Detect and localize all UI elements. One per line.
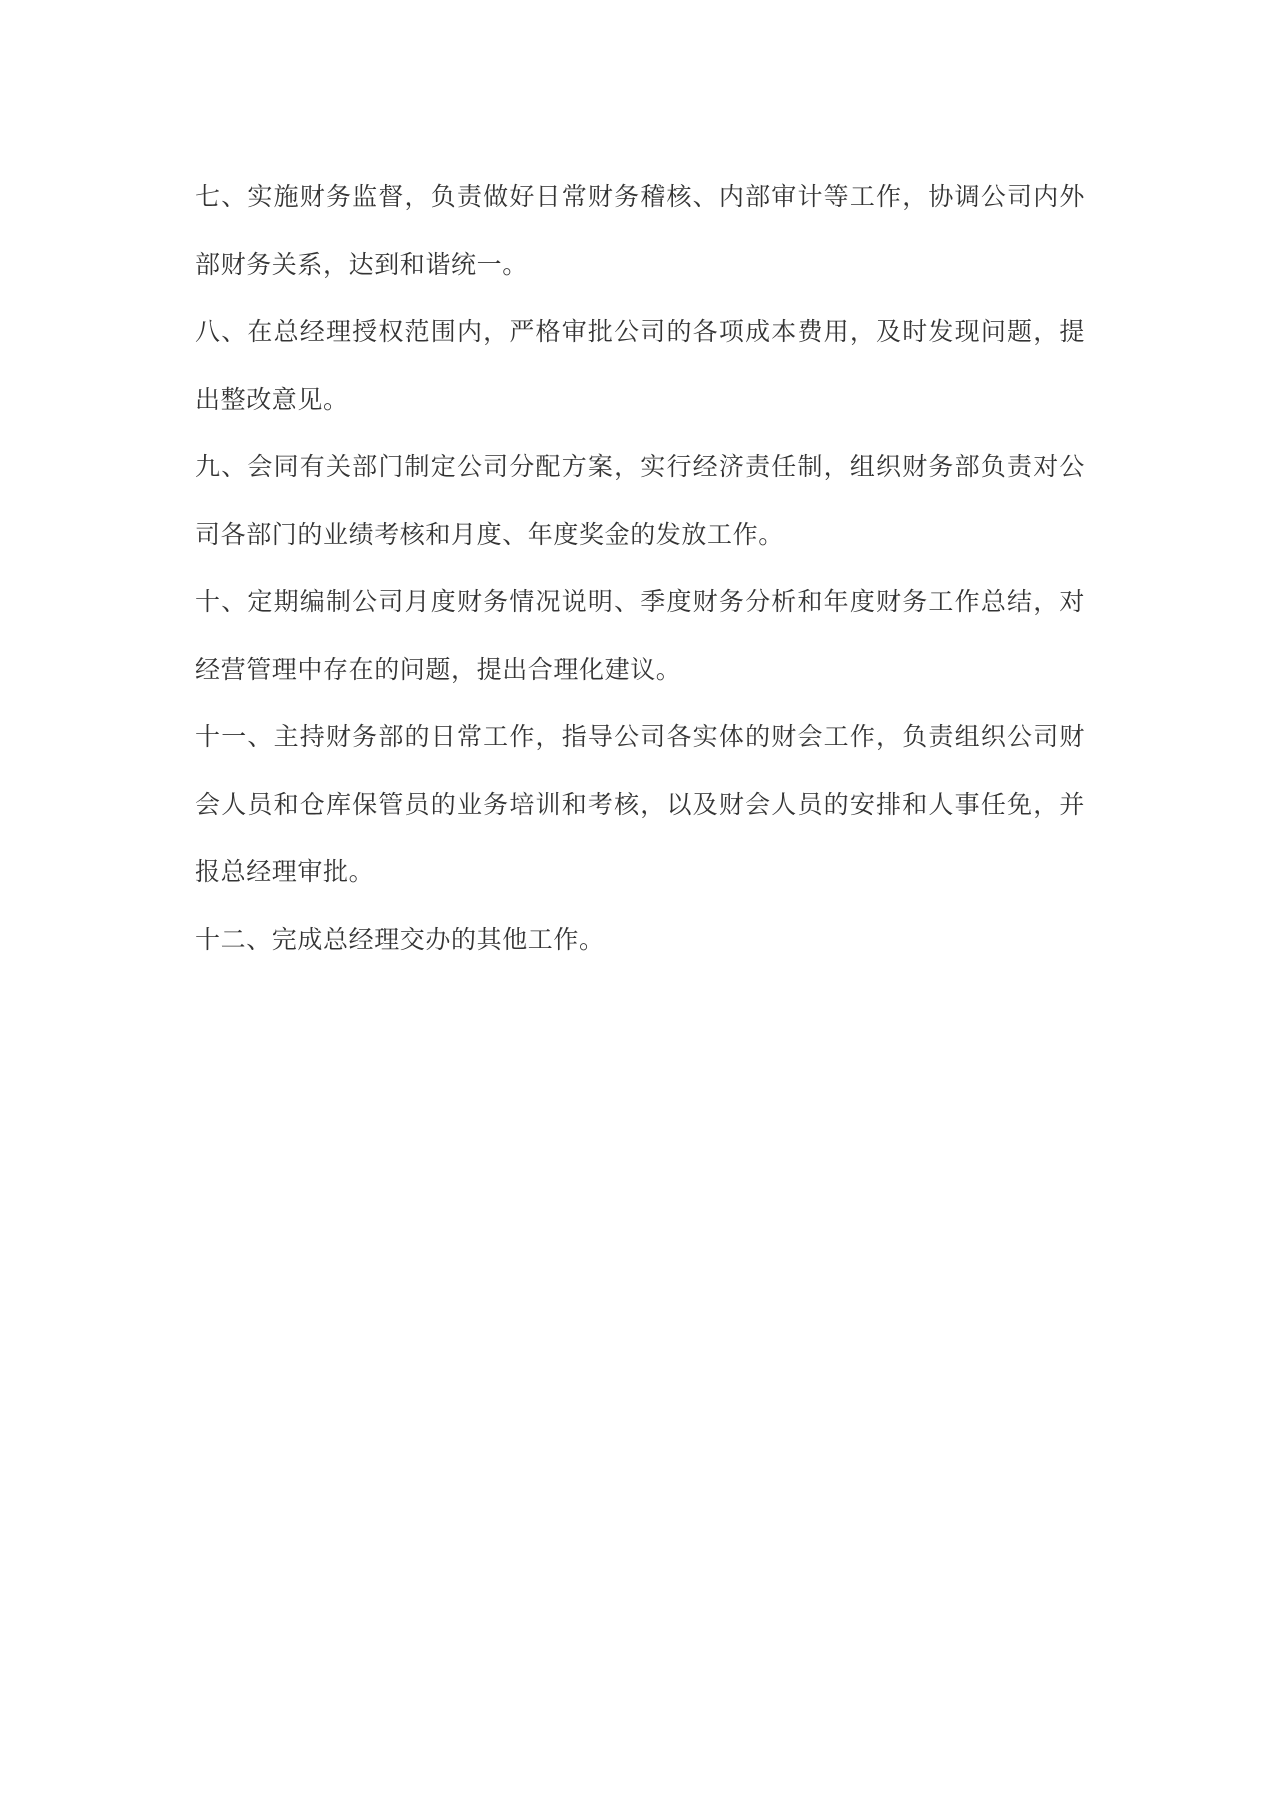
document-body [195,163,1085,973]
paragraph-7: 七、实施财务监督，负责做好日常财务稽核、内部审计等工作，协调公司内外部财务关系，达到和谐统一。 [195,182,1085,279]
paragraph-8: 八、在总经理授权范围内，严格审批公司的各项成本费用，及时发现问题，提出整改意见。 [195,317,1085,414]
paragraph-10: 十、定期编制公司月度财务情况说明、季度财务分析和年度财务工作总结，对经营管理中存在的问题，提出合理化建议。 [195,587,1085,684]
paragraph-11: 十一、主持财务部的日常工作，指导公司各实体的财会工作，负责组织公司财会人员和仓库保管员的业务培训和考核，以及财会人员的安排和人事任免，并报总经理审批。 [195,722,1085,886]
paragraph-9: 九、会同有关部门制定公司分配方案，实行经济责任制，组织财务部负责对公司各部门的业绩考核和月度、年度奖金的发放工作。 [195,452,1085,549]
paragraph-12: 十二、完成总经理交办的其他工作。 [195,924,605,954]
